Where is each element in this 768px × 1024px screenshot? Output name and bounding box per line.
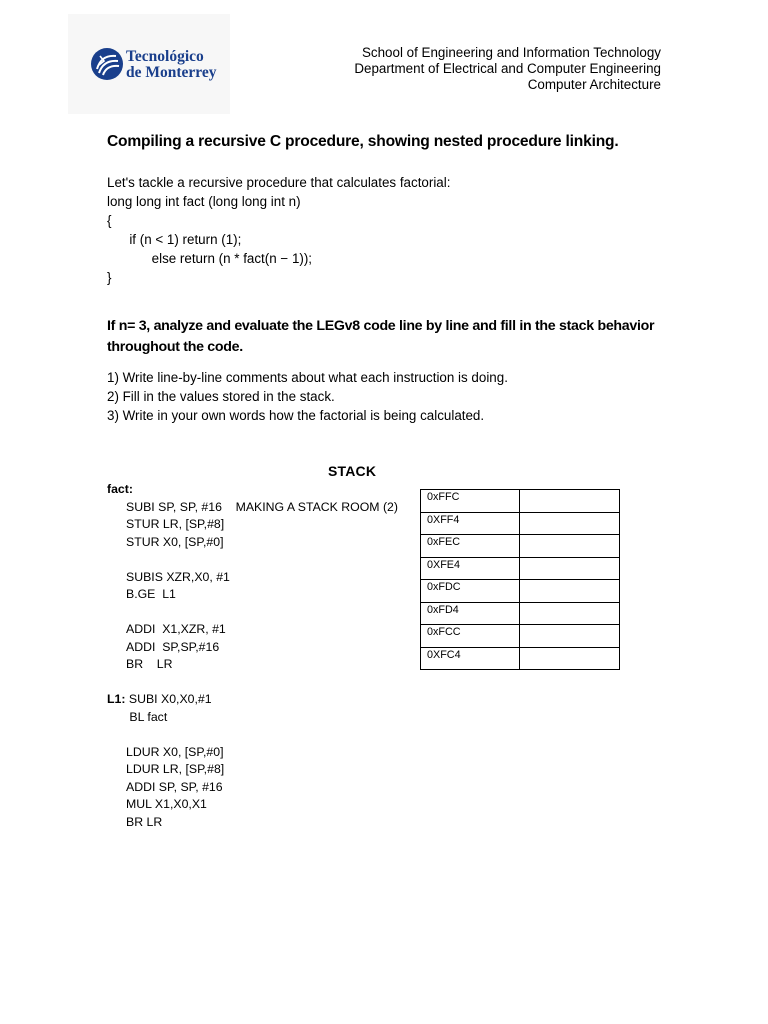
blank-line	[107, 726, 398, 744]
stack-address: 0xFFC	[421, 490, 520, 513]
stack-address: 0xFEC	[421, 535, 520, 558]
stack-value-cell[interactable]	[520, 580, 620, 603]
document-header	[354, 45, 661, 93]
instruction-item: 1) Write line-by-line comments about what each instruction is doing.	[107, 370, 508, 385]
header-school: School of Engineering and Information Technology	[361, 45, 661, 60]
stack-address: 0XFF4	[421, 512, 520, 535]
stack-value-cell[interactable]	[520, 512, 620, 535]
asm-line: BR LR	[126, 657, 173, 671]
stack-row	[421, 557, 620, 580]
stack-heading: STACK	[328, 463, 377, 479]
stack-address: 0xFDC	[421, 580, 520, 603]
c-code-line: if (n < 1) return (1);	[107, 232, 242, 247]
institution-logo	[68, 14, 230, 114]
tec-emblem-icon	[90, 47, 124, 81]
c-code-line: }	[107, 270, 112, 285]
asm-line: BL fact	[126, 709, 168, 724]
asm-line: BR LR	[126, 814, 163, 829]
c-signature-line: long long int fact (long long int n)	[107, 194, 301, 209]
asm-line: STUR LR, [SP,#8]	[126, 517, 225, 531]
stack-value-cell[interactable]	[520, 625, 620, 648]
stack-row	[421, 580, 620, 603]
header-department: Department of Electrical and Computer Engineering	[354, 61, 661, 76]
c-code-line: {	[107, 213, 112, 228]
blank-line	[107, 674, 398, 692]
stack-value-cell[interactable]	[520, 647, 620, 670]
instruction-item: 3) Write in your own words how the factorial is being calculated.	[107, 408, 485, 423]
stack-address: 0xFCC	[421, 625, 520, 648]
header-course: Computer Architecture	[527, 77, 661, 92]
logo-line-1: Tecnológico	[126, 48, 204, 65]
instruction-item: 2) Fill in the values stored in the stack.	[107, 389, 335, 404]
c-code-line: else return (n * fact(n − 1));	[107, 251, 313, 266]
stack-value-cell[interactable]	[520, 602, 620, 625]
stack-row	[421, 602, 620, 625]
asm-line: ADDI X1,XZR, #1	[126, 622, 226, 636]
legv8-code-listing	[107, 481, 398, 831]
stack-address: 0xFD4	[421, 602, 520, 625]
stack-row	[421, 647, 620, 670]
c-procedure-block	[107, 173, 450, 287]
l1-line	[107, 691, 398, 709]
document-title: Compiling a recursive C procedure, showing nested procedure linking.	[107, 133, 619, 150]
blank-line	[107, 551, 398, 569]
asm-line: SUBI SP, SP, #16 MAKING A STACK ROOM (2)	[126, 499, 398, 514]
intro-line: Let's tackle a recursive procedure that calculates factorial:	[107, 175, 451, 190]
stack-row	[421, 535, 620, 558]
instruction-list	[107, 368, 508, 425]
fact-label: fact:	[107, 482, 133, 496]
logo-line-2: de Monterrey	[126, 64, 217, 81]
asm-line: SUBIS XZR,X0, #1	[126, 569, 230, 584]
stack-value-cell[interactable]	[520, 490, 620, 513]
stack-row	[421, 490, 620, 513]
blank-line	[107, 604, 398, 622]
asm-line: MUL X1,X0,X1	[126, 797, 207, 811]
asm-line: ADDI SP,SP,#16	[126, 639, 220, 654]
stack-row	[421, 625, 620, 648]
asm-line: SUBI X0,X0,#1	[125, 692, 212, 706]
asm-line: B.GE L1	[126, 587, 176, 601]
assignment-question: If n= 3, analyze and evaluate the LEGv8 code line by line and fill in the stack behavior throughout the code.	[107, 318, 655, 355]
stack-value-cell[interactable]	[520, 535, 620, 558]
l1-label: L1:	[107, 692, 126, 706]
stack-address: 0XFC4	[421, 647, 520, 670]
asm-line: LDUR LR, [SP,#8]	[126, 762, 225, 776]
stack-table	[420, 489, 620, 670]
stack-address: 0XFE4	[421, 557, 520, 580]
logo-wordmark	[126, 49, 217, 81]
asm-line: ADDI SP, SP, #16	[126, 779, 223, 794]
asm-line: STUR X0, [SP,#0]	[126, 534, 224, 549]
asm-line: LDUR X0, [SP,#0]	[126, 744, 224, 759]
stack-value-cell[interactable]	[520, 557, 620, 580]
stack-row	[421, 512, 620, 535]
